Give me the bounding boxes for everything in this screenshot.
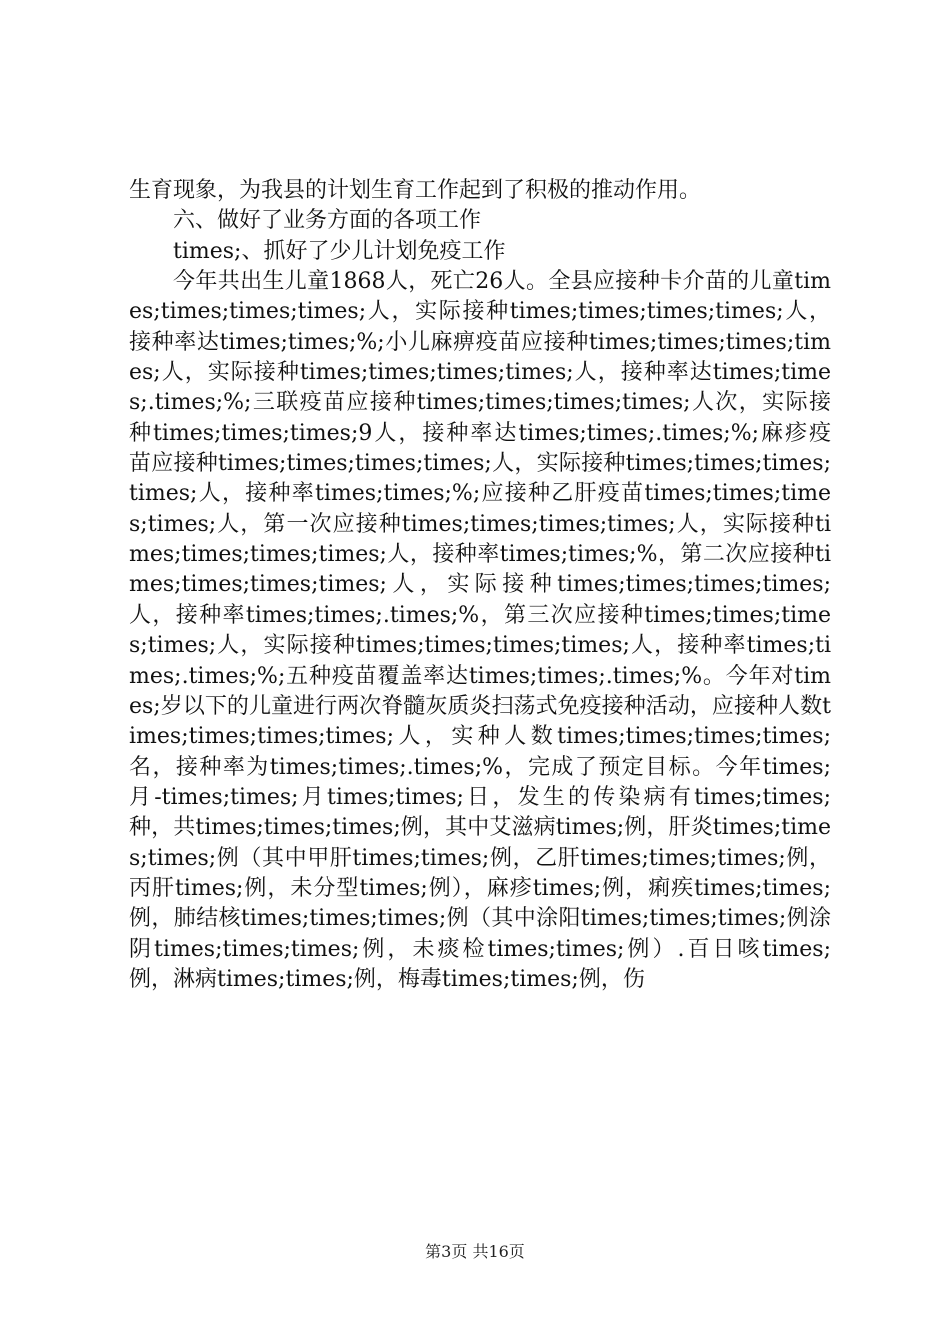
body-text xyxy=(129,176,831,995)
paragraph-continuation: 生育现象，为我县的计划生育工作起到了积极的推动作用。 xyxy=(129,178,702,203)
subsection-heading: times;、抓好了少儿计划免疫工作 xyxy=(173,238,506,264)
paragraph-immunization: 今年共出生儿童1868人，死亡26人。全县应接种卡介苗的儿童times;times;times;times;人，实际接种times;times;times;times;人，接种率达times;times;%;小儿麻痹疫苗应接种times;times;times;times;人，实际接种times;times;times;times;人，接种率达times;times;.times;%;三联疫苗应接种times;times;times;times;人次，实际接种times;times;times;9人，接种率达times;times;.times;%;麻疹疫苗应接种times;times;times;times;人，实际接种times;times;times;times;人，接种率times;times;%;应接种乙肝疫苗times;times;times;times;人，第一次应接种times;times;times;times;人，实际接种times;times;times;times;人，接种率times;times;%，第二次应接种times;times;times;times;人，实际接种times;times;times;times;人，接种率times;times;.times;%，第三次应接种times;times;times;times;人，实际接种times;times;times;times;人，接种率times;times;.times;%;五种疫苗覆盖率达times;times;.times;%。今年对times;岁以下的儿童进行两次脊髓灰质炎扫荡式免疫接种活动，应接种人数times;times;times;times;人，实种人数times;times;times;times;名，接种率为times;times;.times;%，完成了预定目标。今年times;月-times;times;月times;times;日，发生的传染病有times;times;种，共times;times;times;例，其中艾滋病times;例，肝炎times;times;times;例（其中甲肝times;times;例，乙肝times;times;times;例，丙肝times;例，未分型times;例），麻疹times;例，痢疾times;times;例，肺结核times;times;times;例（其中涂阳times;times;times;例涂阴times;times;times;例，未痰检times;times;例）.百日咳times;例，淋病times;times;例，梅毒times;times;例，伤 xyxy=(129,269,831,992)
page-footer: 第3页 共16页 xyxy=(425,1242,525,1261)
section-heading: 六、做好了业务方面的各项工作 xyxy=(173,208,482,234)
